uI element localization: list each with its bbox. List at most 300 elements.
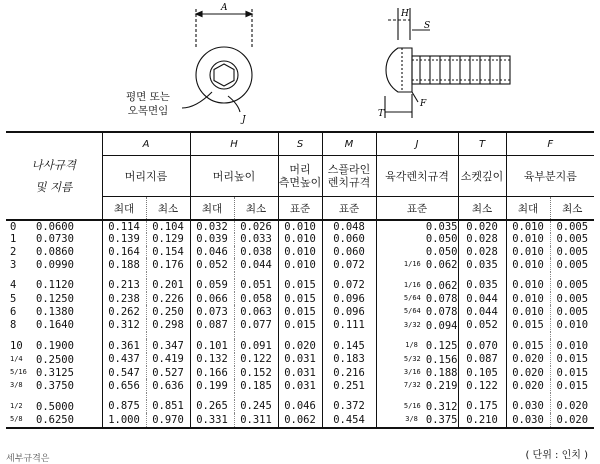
cell-f-min: [550, 379, 594, 392]
cell-h-max: [190, 339, 234, 352]
size-cell: [6, 319, 102, 332]
cell-value: 0.020: [556, 400, 589, 413]
cell-value: 0.032: [196, 221, 228, 233]
cell-value: 0.073: [196, 305, 228, 318]
cell-value: 0.035: [466, 279, 498, 292]
col-title-spline-line1: 스플라인: [327, 163, 371, 176]
cell-value: 0.656: [108, 379, 140, 392]
table-row: [6, 366, 594, 379]
cell-m: [322, 353, 376, 366]
cell-a-min: [146, 353, 190, 366]
cell-f-max: [506, 413, 550, 427]
cell-value: 0.059: [196, 279, 228, 292]
size-header-line2: 및 지름: [35, 180, 73, 194]
spec-table-body: [6, 220, 594, 428]
cell-t: [458, 292, 506, 305]
cell-value: 0.010: [512, 245, 544, 258]
cell-value: 0.046: [284, 400, 316, 413]
cell-a-min: [146, 220, 190, 233]
cell-value: 0.033: [240, 233, 272, 246]
cell-s: [278, 292, 322, 305]
cell-value: 0.060: [333, 245, 365, 258]
cell-f-min: [550, 292, 594, 305]
cell-value: 0.015: [512, 319, 544, 332]
spacer-cell: [550, 393, 594, 400]
sub-s-std: 표준: [278, 197, 322, 221]
spacer-cell: [102, 332, 146, 339]
cell-value: 0.051: [240, 279, 272, 292]
spacer-cell: [376, 272, 458, 279]
nominal-diameter: 0.0730: [36, 233, 74, 246]
cell-j: [376, 233, 458, 245]
cell-value: 0.020: [512, 353, 544, 366]
cell-value: 0.044: [466, 305, 498, 318]
cell-f-min: [550, 319, 594, 332]
cell-t: [458, 233, 506, 245]
spacer-cell: [458, 272, 506, 279]
nominal-diameter: 0.0990: [36, 258, 74, 271]
cell-value: 0.077: [240, 319, 272, 332]
cell-value: 0.219: [425, 380, 458, 393]
cell-value: 0.066: [196, 292, 228, 305]
cell-value: 0.251: [333, 379, 365, 392]
cell-a-min: [146, 279, 190, 292]
cell-h-max: [190, 246, 234, 258]
cell-value: 0.020: [284, 339, 316, 352]
cell-value: 0.188: [425, 367, 458, 380]
cell-j: [376, 413, 458, 427]
surface-note-line1: 평면 또는: [126, 91, 170, 103]
sub-a-max: 최대: [102, 197, 146, 221]
spacer-cell: [376, 332, 458, 339]
cell-value: 0.125: [425, 340, 458, 353]
cell-f-max: [506, 400, 550, 413]
cell-value: 0.122: [240, 353, 272, 366]
cell-s: [278, 233, 322, 245]
cell-j: [376, 339, 458, 352]
spacer-cell: [506, 332, 550, 339]
cell-h-min: [234, 366, 278, 379]
col-title-side-height-line1: 머리: [289, 163, 311, 176]
cell-value: 0.185: [240, 379, 272, 392]
cell-value: 0.031: [284, 366, 316, 379]
spacer-cell: [234, 272, 278, 279]
cell-value: 0.015: [284, 292, 316, 305]
cell-value: 0.226: [152, 292, 184, 305]
cell-value: 0.020: [512, 366, 544, 379]
size-cell: [6, 292, 102, 305]
screw-drawings: [0, 0, 600, 130]
cell-value: 0.015: [284, 279, 316, 292]
cell-a-max: [102, 339, 146, 352]
group-spacer: [6, 332, 594, 339]
col-letter-a: A: [102, 132, 190, 156]
size-number: 5: [10, 292, 17, 305]
cell-value: 0.238: [108, 292, 140, 305]
cell-value: 0.015: [556, 379, 589, 392]
cell-value: 0.044: [466, 292, 498, 305]
cell-value: 0.156: [425, 353, 458, 366]
cell-s: [278, 246, 322, 258]
cell-h-max: [190, 400, 234, 413]
nominal-diameter: 0.6250: [36, 414, 74, 427]
size-fraction: 3/8: [10, 381, 23, 390]
cell-a-min: [146, 339, 190, 352]
cell-value: 0.347: [152, 339, 184, 352]
cell-t: [458, 220, 506, 233]
cell-t: [458, 353, 506, 366]
hex-key-fraction: 1/16: [403, 280, 421, 289]
col-letter-f: F: [506, 132, 594, 156]
table-row: [6, 233, 594, 245]
size-cell: [6, 233, 102, 245]
cell-value: 0.010: [512, 233, 544, 246]
size-cell: [6, 246, 102, 258]
cell-s: [278, 413, 322, 427]
col-title-spline: [322, 156, 376, 197]
cell-a-min: [146, 366, 190, 379]
col-title-head-height: 머리높이: [190, 156, 278, 197]
cell-a-min: [146, 413, 190, 427]
cell-value: 0.129: [152, 233, 184, 246]
cell-value: 0.072: [333, 279, 365, 292]
spacer-cell: [506, 272, 550, 279]
cell-value: 0.154: [152, 245, 184, 258]
col-title-hex-key: 육각렌치규격: [376, 156, 458, 197]
cell-f-max: [506, 353, 550, 366]
size-cell: [6, 353, 102, 366]
spacer-cell: [234, 393, 278, 400]
cell-s: [278, 279, 322, 292]
cell-m: [322, 379, 376, 392]
cell-value: 0.026: [240, 221, 272, 233]
cell-value: 0.010: [512, 258, 544, 271]
cell-value: 0.062: [425, 259, 458, 272]
hex-key-fraction: 3/16: [403, 368, 421, 377]
cell-s: [278, 353, 322, 366]
cell-f-max: [506, 366, 550, 379]
cell-value: 0.044: [240, 258, 272, 271]
cell-m: [322, 400, 376, 413]
cell-h-min: [234, 305, 278, 318]
cell-h-max: [190, 379, 234, 392]
cell-value: 0.015: [512, 339, 544, 352]
cell-a-max: [102, 400, 146, 413]
cell-value: 0.005: [556, 305, 589, 318]
size-cell: [6, 220, 102, 233]
cell-value: 0.005: [556, 233, 589, 246]
size-number: [10, 413, 30, 426]
cell-j: [376, 353, 458, 366]
cell-value: 0.010: [512, 305, 544, 318]
cell-a-max: [102, 279, 146, 292]
cell-h-min: [234, 220, 278, 233]
size-cell: [6, 400, 102, 413]
cell-m: [322, 258, 376, 271]
cell-value: 0.175: [466, 400, 498, 413]
col-title-head-diameter: 머리지름: [102, 156, 190, 197]
cell-value: 0.145: [333, 339, 365, 352]
cell-value: 0.875: [108, 400, 140, 413]
cell-j: [376, 220, 458, 233]
dim-label-t: T: [378, 109, 385, 119]
cell-value: 0.331: [196, 413, 228, 426]
col-title-spline-line2: 렌치규격: [327, 176, 371, 189]
sub-f-min: 최소: [550, 197, 594, 221]
cell-t: [458, 413, 506, 427]
nominal-diameter: 0.2500: [36, 353, 74, 366]
hex-key-fraction: 1/16: [403, 260, 421, 269]
spacer-cell: [190, 393, 234, 400]
sub-h-max: 최대: [190, 197, 234, 221]
cell-value: 0.152: [240, 366, 272, 379]
cell-m: [322, 366, 376, 379]
cell-value: 0.188: [108, 258, 140, 271]
cell-value: 0.020: [466, 221, 498, 233]
cell-m: [322, 246, 376, 258]
spacer-cell: [190, 272, 234, 279]
cell-value: 0.015: [556, 353, 589, 366]
cell-m: [322, 319, 376, 332]
group-spacer: [6, 272, 594, 279]
cell-value: 0.031: [284, 353, 316, 366]
table-row: [6, 339, 594, 352]
hex-key-fraction: 3/8: [405, 415, 418, 424]
cell-h-max: [190, 220, 234, 233]
cell-m: [322, 339, 376, 352]
cell-value: 0.970: [152, 413, 184, 426]
cell-t: [458, 400, 506, 413]
size-number: [10, 400, 30, 413]
dim-label-h: H: [401, 9, 409, 19]
cell-value: 0.375: [425, 414, 458, 427]
cell-value: 0.265: [196, 400, 228, 413]
cell-value: 0.010: [284, 245, 316, 258]
cell-m: [322, 220, 376, 233]
cell-h-max: [190, 319, 234, 332]
cell-h-max: [190, 353, 234, 366]
cell-value: 0.039: [196, 233, 228, 246]
cell-value: 0.010: [512, 279, 544, 292]
unit-note: ( 단위 : 인치 ): [525, 450, 588, 461]
spacer-cell: [322, 272, 376, 279]
screw-spec-table: [6, 131, 594, 429]
cell-m: [322, 305, 376, 318]
cell-value: 0.015: [556, 366, 589, 379]
col-letter-j: J: [376, 132, 458, 156]
cell-value: 0.361: [108, 339, 140, 352]
cell-value: 0.035: [425, 221, 458, 233]
cell-h-max: [190, 413, 234, 427]
cell-value: 0.058: [240, 292, 272, 305]
cell-value: 0.164: [108, 245, 140, 258]
cell-value: 0.015: [284, 319, 316, 332]
nominal-diameter: 0.1120: [36, 279, 74, 292]
cell-value: 0.851: [152, 400, 184, 413]
cell-value: 0.527: [152, 366, 184, 379]
cell-h-min: [234, 279, 278, 292]
cell-a-min: [146, 246, 190, 258]
cell-h-min: [234, 400, 278, 413]
cell-value: 0.062: [425, 279, 458, 292]
cell-f-min: [550, 233, 594, 245]
col-title-fillet: 육부분지름: [506, 156, 594, 197]
cell-value: 0.028: [466, 233, 498, 246]
cell-f-min: [550, 305, 594, 318]
size-number: 2: [10, 245, 17, 258]
cell-value: 0.210: [466, 413, 498, 426]
footer-cutoff-text: 세부규격은: [6, 454, 50, 464]
spacer-cell: [234, 332, 278, 339]
cell-s: [278, 379, 322, 392]
spacer-cell: [278, 393, 322, 400]
cell-h-min: [234, 353, 278, 366]
cell-value: 0.078: [425, 306, 458, 319]
cell-value: 0.070: [466, 339, 498, 352]
nominal-diameter: 0.0860: [36, 245, 74, 258]
size-number: 10: [10, 339, 23, 352]
cell-j: [376, 246, 458, 258]
cell-h-max: [190, 279, 234, 292]
spacer-cell: [102, 393, 146, 400]
cell-f-min: [550, 258, 594, 271]
surface-note: [118, 90, 178, 118]
spacer-cell: [6, 332, 102, 339]
cell-a-min: [146, 305, 190, 318]
cell-value: 0.454: [333, 413, 365, 426]
spacer-cell: [550, 332, 594, 339]
cell-j: [376, 279, 458, 292]
cell-value: 0.139: [108, 233, 140, 246]
cell-s: [278, 258, 322, 271]
hex-key-fraction: 5/32: [403, 354, 421, 363]
cell-value: 0.176: [152, 258, 184, 271]
cell-value: 0.105: [466, 366, 498, 379]
table-row: [6, 258, 594, 271]
spacer-cell: [146, 272, 190, 279]
cell-s: [278, 305, 322, 318]
cell-j: [376, 400, 458, 413]
cell-value: 0.250: [152, 305, 184, 318]
cell-a-min: [146, 379, 190, 392]
sub-m-std: 표준: [322, 197, 376, 221]
cell-m: [322, 233, 376, 245]
cell-h-min: [234, 246, 278, 258]
size-cell: [6, 305, 102, 318]
cell-value: 0.038: [240, 245, 272, 258]
size-cell: [6, 379, 102, 392]
cell-h-max: [190, 258, 234, 271]
cell-value: 0.096: [333, 292, 365, 305]
cell-a-max: [102, 246, 146, 258]
cell-value: 0.419: [152, 353, 184, 366]
dim-label-s: S: [424, 21, 431, 31]
cell-value: 0.010: [556, 339, 589, 352]
cell-h-min: [234, 233, 278, 245]
size-number: 8: [10, 319, 17, 332]
cell-value: 0.183: [333, 353, 365, 366]
cell-a-max: [102, 258, 146, 271]
table-row: [6, 319, 594, 332]
cell-t: [458, 319, 506, 332]
spacer-cell: [146, 393, 190, 400]
cell-value: 0.035: [466, 258, 498, 271]
cell-a-min: [146, 400, 190, 413]
sub-a-min: 최소: [146, 197, 190, 221]
cell-a-max: [102, 233, 146, 245]
cell-value: 0.046: [196, 245, 228, 258]
cell-f-max: [506, 339, 550, 352]
hex-key-fraction: 1/8: [405, 341, 418, 350]
table-row: [6, 305, 594, 318]
hex-key-fraction: 7/32: [403, 381, 421, 390]
cell-f-max: [506, 233, 550, 245]
spacer-cell: [376, 393, 458, 400]
cell-t: [458, 379, 506, 392]
cell-value: 0.010: [556, 319, 589, 332]
size-cell: [6, 366, 102, 379]
cell-h-max: [190, 233, 234, 245]
size-fraction: 5/8: [10, 415, 23, 424]
cell-value: 0.060: [333, 233, 365, 246]
cell-value: 0.298: [152, 319, 184, 332]
cell-t: [458, 366, 506, 379]
table-row: [6, 413, 594, 427]
nominal-diameter: 0.5000: [36, 400, 74, 413]
col-letter-h: H: [190, 132, 278, 156]
cell-a-max: [102, 413, 146, 427]
cell-h-max: [190, 366, 234, 379]
cell-a-min: [146, 319, 190, 332]
cell-t: [458, 305, 506, 318]
cell-h-min: [234, 379, 278, 392]
spacer-cell: [322, 393, 376, 400]
cell-value: 0.020: [556, 413, 589, 426]
nominal-diameter: 0.0600: [36, 221, 74, 233]
size-number: [10, 353, 30, 366]
size-number: 4: [10, 279, 17, 292]
cell-t: [458, 258, 506, 271]
spacer-cell: [6, 272, 102, 279]
cell-value: 0.547: [108, 366, 140, 379]
cell-value: 0.005: [556, 245, 589, 258]
cell-value: 0.010: [284, 221, 316, 233]
cell-value: 0.245: [240, 400, 272, 413]
cell-value: 0.052: [466, 319, 498, 332]
table-row: [6, 379, 594, 392]
cell-h-min: [234, 319, 278, 332]
table-row: [6, 353, 594, 366]
cell-j: [376, 258, 458, 271]
cell-value: 0.091: [240, 339, 272, 352]
cell-f-min: [550, 353, 594, 366]
cell-j: [376, 305, 458, 318]
nominal-diameter: 0.3750: [36, 380, 74, 393]
front-view-drawing: [182, 9, 252, 112]
cell-value: 0.052: [196, 258, 228, 271]
cell-value: 0.015: [284, 305, 316, 318]
spacer-cell: [190, 332, 234, 339]
nominal-diameter: 0.1640: [36, 319, 74, 332]
hex-key-fraction: 3/32: [403, 320, 421, 329]
cell-value: 0.030: [512, 413, 544, 426]
cell-a-min: [146, 258, 190, 271]
cell-m: [322, 413, 376, 427]
spacer-cell: [146, 332, 190, 339]
cell-value: 0.262: [108, 305, 140, 318]
size-cell: [6, 413, 102, 427]
size-number: [10, 379, 30, 392]
